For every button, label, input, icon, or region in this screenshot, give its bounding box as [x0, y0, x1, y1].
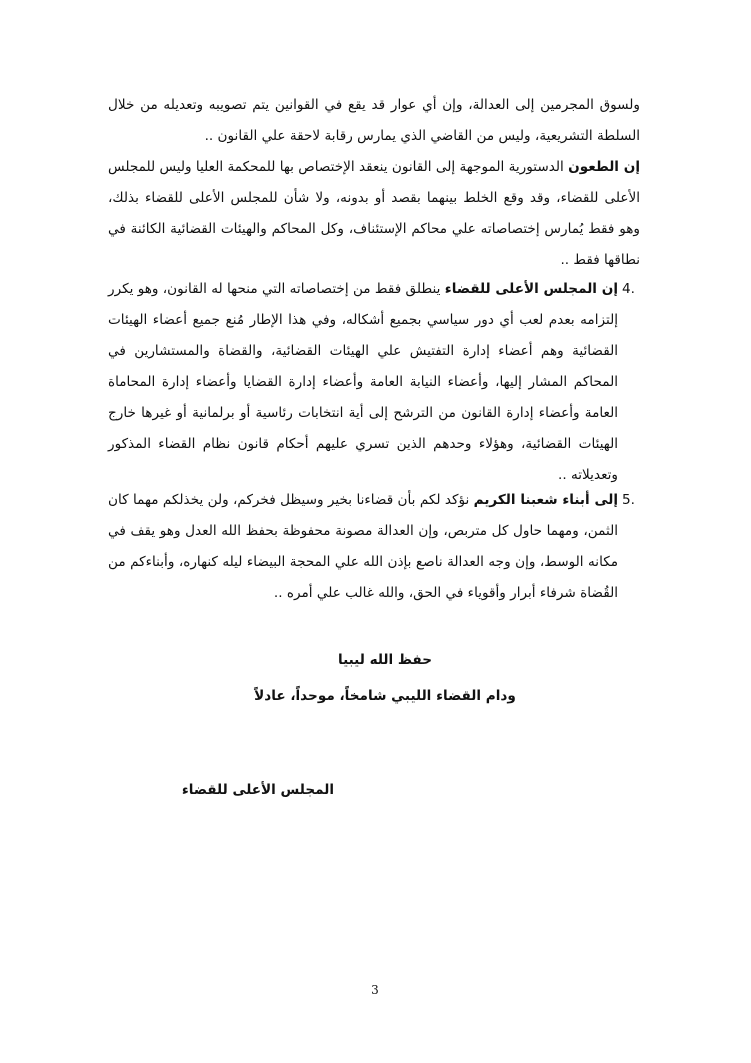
closing-line-1: حفظ الله ليبيا: [337, 652, 432, 668]
numbered-item-5: [108, 485, 618, 609]
numbered-item-4: [108, 274, 618, 491]
item-number: 5.: [622, 492, 635, 508]
paragraph-text: ولسوق المجرمين إلى العدالة، وإن أي عوار قد يقع في القوانين يتم تصويبه وتعديله من خلال السلطة التشريعية، وليس من القاضي الذي يمارس رقابة لاحقة علي القانون ..: [108, 97, 640, 144]
item-lead: إلى أبناء شعبنا الكريم: [473, 492, 618, 508]
item-lead: إن المجلس الأعلى للقضاء: [444, 281, 618, 297]
paragraph-constitutional-appeals: [108, 152, 640, 276]
closing-line-2: ودام القضاء الليبي شامخاً، موحداً، عادلاً: [254, 688, 516, 704]
item-text: ينطلق فقط من إختصاصاته التي منحها له القانون، وهو يكرر إلتزامه بعدم لعب أي دور سياسي بجميع أشكاله، وفي هذا الإطار مُنع جميع أعضاء الهيئات القضائية وهم أعضاء إدارة التفتيش علي الهيئات القضائية، والقضاة والمستشارين في المحاكم المشار إليها، وأعضاء النيابة العامة وأعضاء إدارة القضايا وأعضاء إدارة المحاماة العامة وأعضاء إدارة القانون من الترشح إلى أية انتخابات رئاسية أو برلمانية أو غيرها خارج الهيئات القضائية، وهؤلاء وحدهم الذين تسري عليهم أحكام قانون نظام القضاء المذكور وتعديلاته ..: [108, 281, 618, 483]
paragraph-text: الدستورية الموجهة إلى القانون ينعقد الإختصاص بها للمحكمة العليا وليس للمجلس الأعلى للقضاء، وقد وقع الخلط بينهما بقصد أو بدونه، ولا شأن للمجلس الأعلى للقضاء بذلك، وهو فقط يُمارس إختصاصاته علي محاكم الإستئناف، وكل المحاكم والهيئات القضائية الكائنة في نطاقها فقط ..: [108, 159, 640, 268]
paragraph-continuation: [108, 90, 640, 152]
page-number: 3: [371, 983, 379, 997]
signature: المجلس الأعلى للقضاء: [181, 782, 334, 798]
item-text: نؤكد لكم بأن قضاءنا بخير وسيظل فخركم، ولن يخذلكم مهما كان الثمن، ومهما حاول كل متربص، وإن العدالة مصونة محفوظة بحفظ الله العدل وهو يقف في مكانه الوسط، وإن وجه العدالة ناصع بإذن الله علي المحجة البيضاء ليله كنهاره، وأبناءكم من القُضاة شرفاء أبرار وأقوياء في الحق، والله غالب علي أمره ..: [108, 492, 618, 601]
item-number: 4.: [622, 281, 635, 297]
paragraph-lead: إن الطعون: [568, 159, 640, 175]
